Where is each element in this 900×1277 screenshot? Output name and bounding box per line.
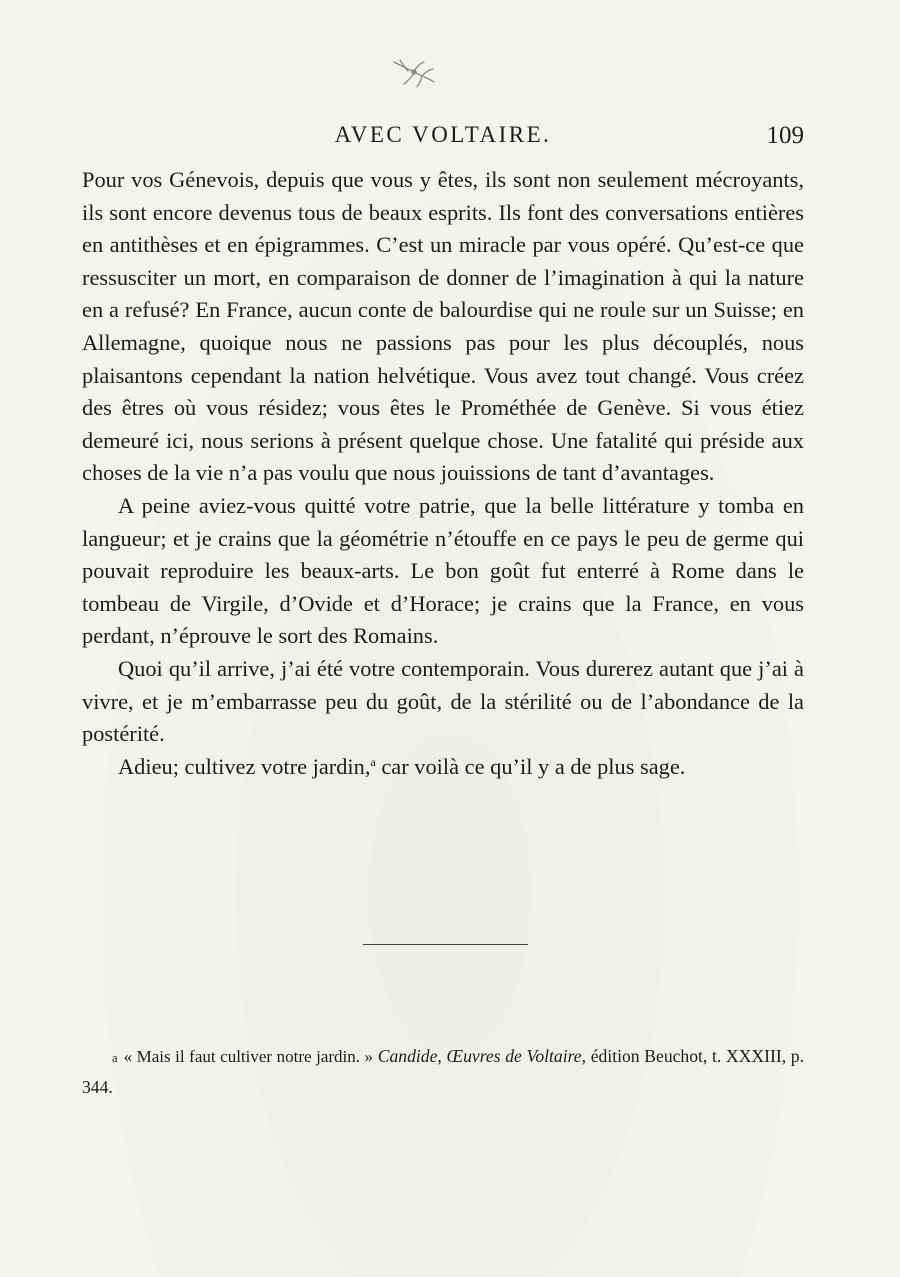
printers-ornament-icon <box>388 56 440 90</box>
paragraph-4-text-a: Adieu; cultivez votre jardin, <box>118 753 371 779</box>
footnote-quote: « Mais il faut cultiver notre jardin. » <box>123 1047 374 1066</box>
running-head <box>82 118 804 152</box>
page-number: 109 <box>766 122 804 149</box>
footnote-reference: a <box>370 754 376 769</box>
footnote-rule <box>363 944 528 945</box>
footnote-source-rest: édition Beuchot, t. XXXIII, p. 344. <box>82 1046 804 1097</box>
paragraph-1: Pour vos Génevois, depuis que vous y êtes, ils sont non seulement mécroyants, ils sont encore devenus tous de beaux esprits. Ils font des conversations entières en antithèses et en épigrammes. C’est un miracle par vous opéré. Qu’est-ce que ressusciter un mort, en comparaison de donner de l’imagination à qui la nature en a refusé? En France, aucun conte de balourdise qui ne roule sur un Suisse; en Allemagne, quoique nous ne passions pas pour les plus découplés, nous plaisantons cependant la nation helvétique. Vous avez tout changé. Vous créez des êtres où vous résidez; vous êtes le Prométhée de Genève. Si vous étiez demeuré ici, nous serions à présent quelque chose. Une fatalité qui préside aux choses de la vie n’a pas voulu que nous jouissions de tant d’avantages. <box>82 167 804 486</box>
paragraph-2: A peine aviez-vous quitté votre patrie, que la belle littérature y tomba en langueur; et je crains que la géométrie n’étouffe en ce pays le peu de germe qui pouvait reproduire les beaux-arts. Le bon goût fut enterré à Rome dans le tombeau de Virgile, d’Ovide et d’Horace; je crains que la France, en vous perdant, n’éprouve le sort des Romains. <box>82 492 804 649</box>
paragraph-3: Quoi qu’il arrive, j’ai été votre contemporain. Vous durerez autant que j’ai à vivre, et je m’embarrasse peu du goût, de la stérilité ou de l’abondance de la postérité. <box>82 655 804 747</box>
footnote-mark: a <box>112 1051 118 1065</box>
footnote-text <box>82 1042 804 1101</box>
footnote <box>82 1042 804 1101</box>
running-title: AVEC VOLTAIRE. <box>334 122 552 147</box>
paragraph-4-text-b: car voilà ce qu’il y a de plus sage. <box>375 753 686 779</box>
paragraph-4 <box>82 751 804 784</box>
letter-text <box>82 164 804 783</box>
footnote-source-title: Candide, Œuvres de Voltaire, <box>377 1046 587 1066</box>
